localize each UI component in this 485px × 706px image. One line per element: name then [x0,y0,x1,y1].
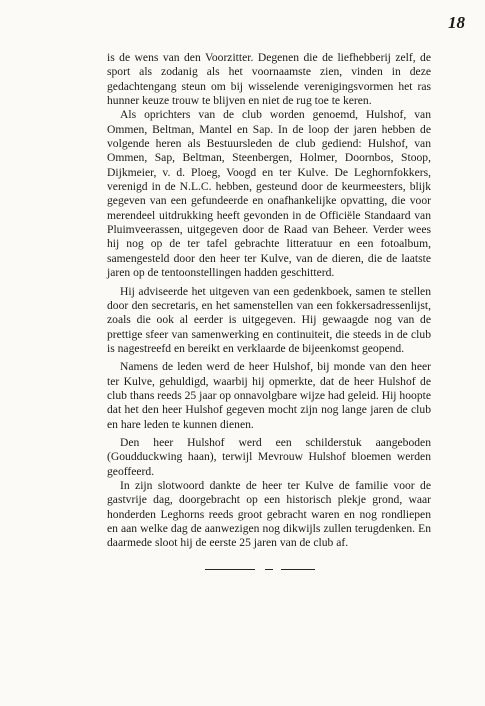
end-divider [205,568,315,572]
paragraph: Den heer Hulshof werd een schilderstuk aangeboden (Goudduckwing haan), terwijl Mevrouw Hulshof bloemen werden geoffeerd. [107,435,431,478]
page-number: 18 [448,13,465,32]
paragraph: Hij adviseerde het uitgeven van een gedenkboek, samen te stellen door den secretaris, en het samenstellen van een fokkersadressenlijst, zoals die ook al eerder is uitgegeven. Hij gewaagde nog van de prettige sfeer van samenwerking en continuiteit, die steeds in de club is nagestreefd en bereikt en verklaarde de bijeenkomst geopend. [107,284,431,355]
paragraph: Namens de leden werd de heer Hulshof, bij monde van den heer ter Kulve, gehuldigd, waarbij hij opmerkte, dat de heer Hulshof de club thans reeds 25 jaar op onnavolgbare wijze had geleid. Hij hoopte dat het den heer Hulshof gegeven mocht zijn nog lange jaren de club en hare leden te kunnen dienen. [107,360,431,431]
paragraph: is de wens van den Voorzitter. Degenen die de liefhebberij zelf, de sport als zodanig als het voornaamste zien, vinden in deze gedachtengang steun om bij wisselende verenigingsvormen het ras hunner keuze trouw te blijven en niet de rug toe te keren. [107,51,431,108]
paragraph: In zijn slotwoord dankte de heer ter Kulve de familie voor de gastvrije dag, doorgebracht op een historisch plekje grond, waar honderden Leghorns reeds groot gebracht waren en nog rondliepen en aan welke dag de aanwezigen nog dikwijls zullen terugdenken. En daarmede sloot hij de eerste 25 jaren van de club af. [107,478,431,550]
body-text [107,51,431,551]
paragraph: Als oprichters van de club worden genoemd, Hulshof, van Ommen, Beltman, Mantel en Sap. In de loop der jaren hebben de volgende heren als Bestuursleden de club gediend: Hulshof, van Ommen, Sap, Beltman, Steenbergen, Holmer, Doornbos, Stoop, Dijkmeier, v. d. Ploeg, Voogd en ter Kulve. De Leghornfokkers, verenigd in de N.L.C. hebben, gesteund door de keurmeesters, blijk gegeven van een gefundeerde en onafhankelijke opvatting, die voor merendeel uitdrukking heeft gevonden in de Officiële Standaard van Pluimveerassen, uitgegeven door de Raad van Beheer. Verder wees hij nog op de ter tafel gebrachte litteratuur en een fotoalbum, samengesteld door den heer ter Kulve, van de dieren, die de laatste jaren op de tentoonstellingen hadden geschitterd. [107,108,431,280]
